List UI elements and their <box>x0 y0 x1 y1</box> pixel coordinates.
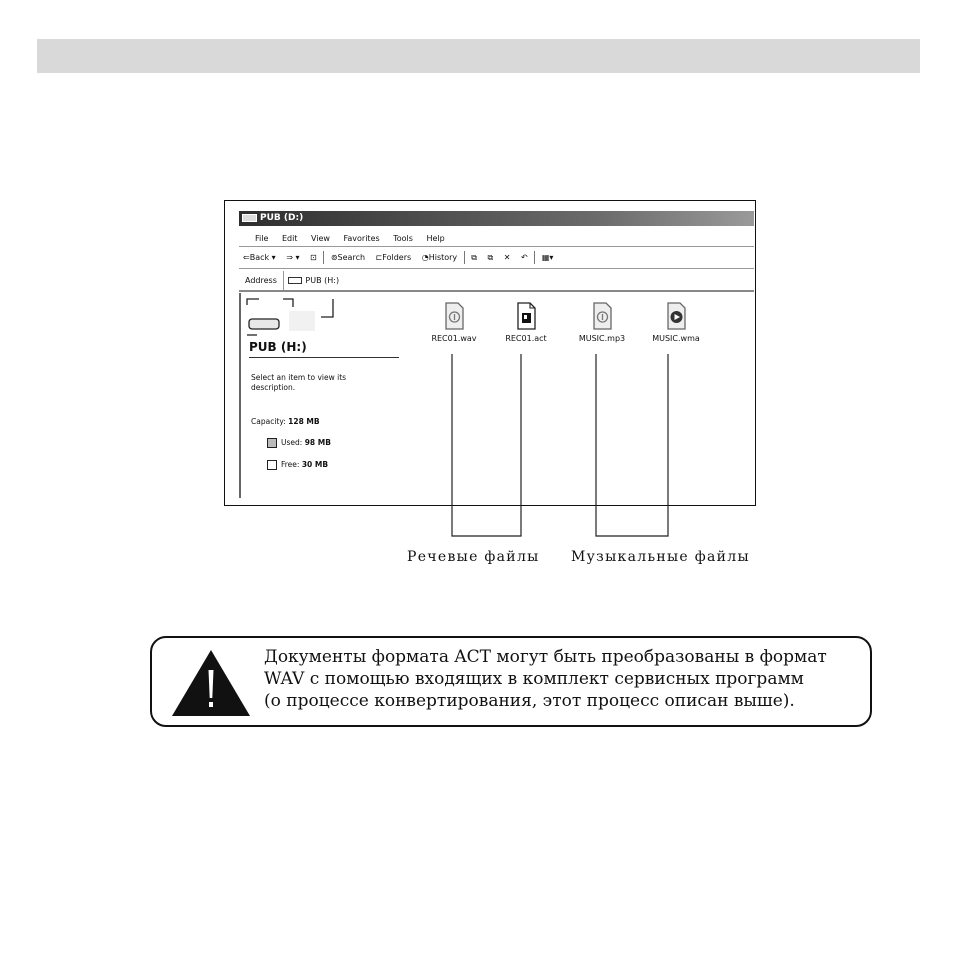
back-button[interactable]: ⇐Back ▾ <box>243 253 276 262</box>
file-name: REC01.act <box>505 334 547 343</box>
search-icon: ⊚ <box>330 253 338 262</box>
address-input[interactable]: PUB (H:) <box>283 271 339 290</box>
music-files-caption: Музыкальные файлы <box>571 549 750 565</box>
move-to-icon: ⧉ <box>471 253 477 262</box>
folders-button[interactable]: ⊏Folders <box>375 253 412 262</box>
warning-box <box>150 636 872 727</box>
warning-triangle-icon <box>168 644 254 720</box>
menu-tools[interactable]: Tools <box>393 234 413 243</box>
warning-text <box>264 646 869 712</box>
warning-line: (о процессе конвертирования, этот процесс описан выше). <box>264 691 795 711</box>
speech-files-caption: Речевые файлы <box>407 549 540 565</box>
forward-button[interactable]: ⇒ ▾ <box>286 253 300 262</box>
used-info: Used: 98 MB <box>267 438 331 448</box>
search-button[interactable]: ⊚Search <box>330 253 366 262</box>
warning-line: WAV с помощью входящих в комплект сервисных программ <box>264 669 804 689</box>
file-name: REC01.wav <box>431 334 477 343</box>
history-icon: ◔ <box>421 253 429 262</box>
file-name: MUSIC.wma <box>652 334 700 343</box>
history-button[interactable]: ◔History <box>421 253 458 262</box>
folders-icon: ⊏ <box>375 253 383 262</box>
menu-file[interactable]: File <box>255 234 269 243</box>
menu-edit[interactable]: Edit <box>281 234 298 243</box>
views-icon: ▦ <box>541 253 550 262</box>
back-arrow-icon: ⇐ <box>243 253 250 262</box>
copy-to-icon: ⧉ <box>487 253 494 262</box>
free-info: Free: 30 MB <box>267 460 328 470</box>
views-button[interactable]: ▦▾ <box>541 253 554 262</box>
panel-description: Select an item to view its description. <box>251 373 347 392</box>
menu-view[interactable]: View <box>310 234 330 243</box>
forward-arrow-icon: ⇒ <box>286 253 293 262</box>
undo-icon: ↶ <box>521 253 528 262</box>
panel-title: PUB (H:) <box>249 337 399 358</box>
window-title: PUB (D:) <box>260 213 304 223</box>
menu-help[interactable]: Help <box>426 234 445 243</box>
menu-favorites[interactable]: Favorites <box>343 234 380 243</box>
address-label: Address <box>245 276 277 285</box>
file-name: MUSIC.mp3 <box>578 334 626 343</box>
warning-line: Документы формата ACT могут быть преобразованы в формат <box>264 647 827 667</box>
up-folder-icon: ⊡ <box>310 253 317 262</box>
capacity-info: Capacity: 128 MB <box>251 417 320 426</box>
delete-icon: ✕ <box>503 253 511 262</box>
